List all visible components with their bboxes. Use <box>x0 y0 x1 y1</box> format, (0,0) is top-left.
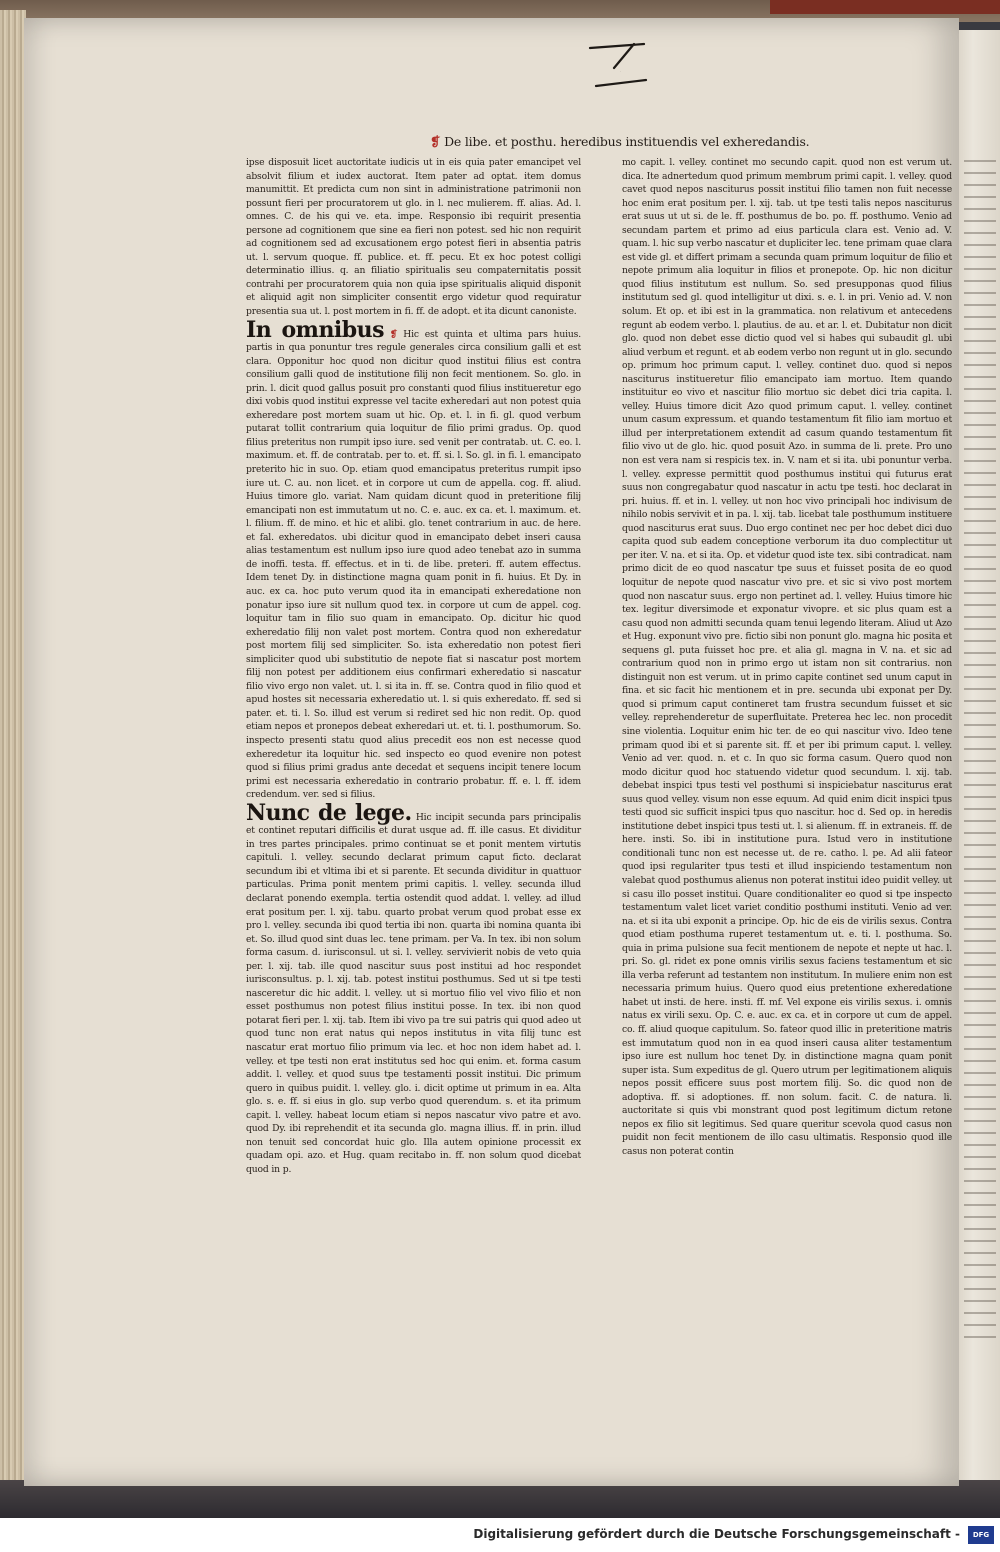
dfg-logo: DFG <box>968 1526 994 1544</box>
left-text-column <box>246 156 581 1176</box>
incipit-heading-1: In omnibus <box>246 316 385 343</box>
incipit-text-2: Hic incipit secunda pars principalis et continet reputari difficilis et durat usque ad. ff. ille casus. Et dividitur in tres partes principales. primo continuat se et ponit mentem virtutis capituli. l. velley. secundo declarat primum caput ficto. declarat secundum ibi et vltima ibi et si parente. Et secunda dividitur in quattuor particulas. Prima ponit mentem primi capitis. l. velley. secunda illud declarat ponendo exempla. tertia ostendit quod addat. l. velley. ad illud erat positum per. l. xij. tabu. quarto probat verum quod probat esse ex pro l. velley. secunda ibi quod tertia ibi non. quarta ibi nomina quanta ibi et. So. illud quod sint duas lec. tene primam. per Va. In tex. ibi non solum forma casum. d. iurisconsul. ut si. l. velley. servivierit nobis de veto quia per. l. xij. tab. ille quod nascitur suus post institui ad hoc respondet iurisconsultus. p. l. xij. tab. potest institui posthumus. Sed ut si tpe testi nasceretur dic hic addit. l. velley. ut si mortuo filio vel vivo filio et non esset posthumus non potest filius institui posse. In tex. ibi non quod potarat fieri per. l. xij. tab. Item ibi vivo pa tre sui patris qui quod adeo ut quod tunc non erat natus qui nepos institutus in vita filij tunc est nascatur erat mortuo filio primum via lec. et hoc non idem habet ad. l. velley. et tpe testi non erat institutus sed hoc qui enim. et. forma casum addit. l. velley. et quod suus tpe testamenti possit institui. Dic primum quero in quibus puidit. l. velley. glo. i. dicit optime ut primum in ea. Alta glo. s. e. ff. si eius in glo. sup verbo quod querendum. s. et ita primum capit. l. velley. habeat locum etiam si nepos nascatur vivo patre et avo. quod Dy. ibi reprehendit et ita secunda glo. magna illius. ff. in prin. illud non tenuit sed concordat huic glo. Illa autem opinione processit ex quadam opi. azo. et Hug. quam recitabo in. ff. non solum quod dicebat quod in p. <box>246 811 582 1175</box>
right-column-text: mo capit. l. velley. continet mo secundo capit. quod non est verum ut. dica. Ite adnertedum quod primum membrum primi capit. l. velley. quod cavet quod nepos nasciturus possit institui filio tamen non fuit necesse hoc enim erat positum per. l. xij. tab. ut tpe testi talis nepos nasciturus erat suus ut ut si. de le. ff. posthumus de bo. po. ff. posthumo. Venio ad secundam partem et primo ad eius particula clara est. Venio ad. V. quam. l. hic sup verbo nascatur et dupliciter lec. tene primam quae clara est vide gl. et differt primam a secunda quam primum loquitur de filio et nepote primum alia loquitur in filios et pronepote. Op. hic non dicitur quod filius institutum est nullum. So. sed presupponas quod filius institutum sed gl. quod intelligitur ut dixi. s. e. l. in pri. Venio ad. V. non solum. Et op. et ibi est in la grammatica. non relativum et antecedens regunt ab eodem verbo. l. plautius. de au. et ar. l. et. Dubitatur non dicit glo. quod non debet esse dictio quod vel si habes qui subaudit gl. ubi aliud verbum et regunt. et ab eodem verbo non regunt ut in glo. secundo op. primum hoc primum caput. l. velley. continet duo. quod si nepos nasciturus institueretur filio emancipato iam mortuo. Item quando instituitur eo vivo et nascitur filio mortuo sic debet dici tria capita. l. velley. Huius timore dicit Azo quod primum caput. l. velley. continet unum casum expressum. et quando testamentum fit filio iam mortuo et illud per interpretationem extendit ad casum quando testamentum fit filio vivo ut de glo. hic. quod posuit Azo. in summa de li. prete. Pro uno non est vera nam si respicis tex. in. V. nam et si ita. ubi ponuntur verba. l. velley. expresse permittit quod posthumus institui qui futurus erat suus non congregabatur quod nascatur in actu tpe testi. hoc declarat in pri. huius. ff. et in. l. velley. ut non hoc vivo principali hoc indivisum de nihilo nobis servivit et in pa. l. xij. tab. licebat tale posthumum instituere quod nasciturus erat suus. Duo ergo continet nec per hoc debet dici duo capita quod sub eadem conceptione verborum ita duo complectitur ut per iter. V. na. et si ita. Op. et videtur quod iste tex. sibi contradicat. nam primo dicit de eo quod nascatur tpe suus et fuisset posita de eo quod loquitur de nepote quod nascatur vivo pre. et sic si vivo post mortem quod non nascatur suus. ergo non pertinet ad. l. velley. Huius timore hic tex. legitur diversimode et exponatur vivopre. et sic plus quam est a casu quod non admitti secunda quam tenui legendo literam. Aliud ut Azo et Hug. exponunt vivo pre. fictio sibi non ponunt glo. magna hic posita et sequens gl. puta fuisset hoc pre. et alia gl. magna in V. na. et sic ad contrarium quod non in primo ergo ut istam non sit contrarius. non distinguit non est verum. ut in primo capite continet sed unum caput in fina. et sic facit hic mentionem et in pre. secunda ubi exponat per Dy. quod si primum caput contineret tam frustra secundum fuisset et sic velley. reprehenderetur de superfluitate. Preterea hec lec. non procedit sine violentia. Loquitur enim hic ter. de eo qui nascitur vivo. Ideo tene primam quod ibi et si parente sit. ff. et per ibi primum caput. l. velley. Venio ad ver. quod. n. et c. In quo sic forma casum. Quero quod non modo dicitur quod hoc statuendo videtur quod secundum. l. xij. tab. debebat inspici tpus testi vel posthumi si inspiciebatur nasciturus erat suus quod velley. visum non esse equum. Ad quid enim dicit inspici tpus testi quod sic sufficit inspici tpus quo nascitur. hoc d. Sed op. in heredis institutione debet inspici tpus testi ut. l. si alienum. ff. in extraneis. ff. de here. insti. So. ibi in institutione pura. Istud vero in institutione conditionali tunc non est necesse ut. de re. catho. l. pe. Ad alii fateor quod ipsi regulariter tpus testi et illud inspiciendo testamentum non valebat quod posthumus alienus non poterat institui ideo puidit velley. ut si casu illo posset institui. Quare conditionaliter eo quod si tpe inspecto testamentum valet licet variet conditio posthumi instituti. Venio ad ver. na. et si ita ubi exponit a principe. Op. hic de eis de virilis sexus. Contra quod etiam posthuma ruperet testamentum ut. e. ti. l. posthuma. So. quia in prima pulsione sua fecit mentionem de nepote et nepte ut hac. l. pri. So. gl. ridet ex pone omnis virilis sexus faciens testamentum et sic illa verba referunt ad testantem non institutum. In muliere enim non est necessaria primum huius. Quero quod eius pretentione exheredatione habet ut insti. de here. insti. ff. mf. Vel expone eis virilis sexus. i. omnis natus ex virili sexu. Op. C. e. auc. ex ca. et in corpore ut cum de appel. co. ff. aliud quoque capitulum. So. fateor quod illic in preteritione matris est immutatum quod non in ea quod inseri causa aliter testamentum ipso iure est nullum hoc tenet Dy. in distinctione magna quam ponit super ista. Sum expeditus de gl. Quero utrum per legitimationem aliquis nepos possit efficere suus post mortem filij. So. dic quod non de adoptiva. ff. si adoptiones. ff. non solum. facit. C. de natura. li. auctoritate si quis vbi monstrant quod post legitimum dictum retone nepos ex filio sit legitimus. Sed quare queritur scevola quod casus non puidit non fecit mentionem de illo casu ultimatis. Responsio quod ille casus non poterat contin <box>622 157 953 1157</box>
book-top-red-edge <box>770 0 1000 14</box>
funding-credit: Digitalisierung gefördert durch die Deutsche Forschungsgemeinschaft - <box>473 1527 960 1541</box>
pilcrow-icon: ❡ <box>389 328 398 340</box>
right-text-column <box>622 156 952 1158</box>
incipit-text-1: Hic est quinta et ultima pars huius. partis in qua ponuntur tres regule generales circa consilium galli et est clara. Opponitur hoc quod non dicitur quod institui filius est contra consilium galli quod de institutione filij non fecit mentionem. So. glo. in prin. l. dicit quod gallus posuit pro constanti quod filius institueretur ego dixi vobis quod institui expresse vel tacite exheredari aut non potest quia exheredare post mortem suam ut hic. Op. et. l. in fi. gl. quod verbum putarat tollit contrarium quia loquitur de filio primi gradus. Op. quod filius preteritus non rumpit ipso iure. sed venit per contratab. ut. C. eo. l. maximum. et. ff. de contratab. per to. et. ff. si. l. So. gl. in fi. l. emancipato preterito hic in suo. Op. etiam quod emancipatus preteritus rumpit ipso iure ut. C. au. non licet. et in corpore ut cum de appella. cog. ff. aliud. Huius timore glo. variat. Nam quidam dicunt quod in preteritione filij emancipati non est immutatum ut no. C. e. auc. ex ca. et. l. maximum. et. l. filium. ff. de mino. et hic et alibi. glo. tenet contrarium in auc. de here. et fal. exheredatos. ubi dicitur quod in emancipato debet inseri causa alias testamentum est nullum ipso iure quod adeo tenebat azo in summa de inoffi. testa. ff. effectus. et in ti. de libe. preteri. ff. autem effectus. Idem tenet Dy. in distinctione magna quam ponit in fi. huius. Et Dy. in auc. ex ca. hoc puto verum quod ita in emancipati exheredatione non ponatur ipso iure sit nullum quod tex. in corpore ut cum de appel. cog. loquitur tam in filio suo quam in emancipato. Op. dicitur hic quod exheredatio filij non valet post mortem. Contra quod non exheredatur post mortem filij sed simpliciter. So. ista exheredatio non potest fieri simpliciter quod ubi substitutio de nepote fiat si nascatur post mortem filij non potest per additionem eius confirmari exheredatio si nascatur filio vivo ergo non valet. ut. l. si ita in. ff. se. Contra quod in filio quod et apud hostes sit necessaria exheredatio ut. l. si quis exheredato. ff. sed si pater. et. ti. l. So. illud est verum si rediret sed hic non redit. Op. quod etiam nepos et pronepos debeat exheredari ut. et. ti. l. posthumorum. So. inspecto presenti statu quod alius precedit eos non est necesse quod exheredetur ita loquitur hic. sed inspecto eo quod evenire non potest quod si filius primi gradus ante decedat et sequens incipit tenere locum primi est necessaria exheredatio in contrario probatur. ff. e. l. ff. idem credendum. ver. sed si filius. <box>246 328 581 801</box>
facing-page-text <box>964 160 996 1340</box>
folio-mark-text: v <box>620 72 621 73</box>
pilcrow-icon: ❡ <box>430 134 441 149</box>
folio-mark <box>584 42 654 90</box>
incipit-paragraph-2 <box>246 799 582 1177</box>
running-head-text: De libe. et posthu. heredibus instituendis vel exheredandis. <box>444 134 810 149</box>
page-stack-left-edge <box>0 10 26 1480</box>
footer-bar <box>0 1518 1000 1552</box>
opening-paragraph: ipse disposuit licet auctoritate iudicis ut in eis quia pater emancipet vel absolvit filium et iudex auctorat. Item pater ad optat. item domus manumittit. Et predicta cum non sint in administratione patrimonii non possunt fieri per procuratorem ut glo. in l. nec mulierem. ff. alias. Ad. l. omnes. C. de his qui ve. eta. impe. Responsio ibi requirit presentia persone ad cognitionem que sine ea fieri non potest. sed hic non requirit ad cognitionem sed ad excusationem ergo potest fieri in absentia patris ut. l. servum quoque. ff. publice. et. ff. pecu. Et ex hoc potest colligi determinatio illius. q. an filiatio spiritualis seu compaternitatis possit contrahi per procuratorem quia non quia ipse spiritualis aliquid disponit et aliquid agit non simpliciter consentit ergo videtur quod requiratur presentia sua ut. l. post mortem in fi. ff. de adopt. et ita dicunt canoniste. <box>246 157 581 318</box>
incipit-paragraph-1 <box>246 316 581 802</box>
running-head <box>430 130 850 154</box>
incipit-heading-2: Nunc de lege. <box>246 799 412 826</box>
